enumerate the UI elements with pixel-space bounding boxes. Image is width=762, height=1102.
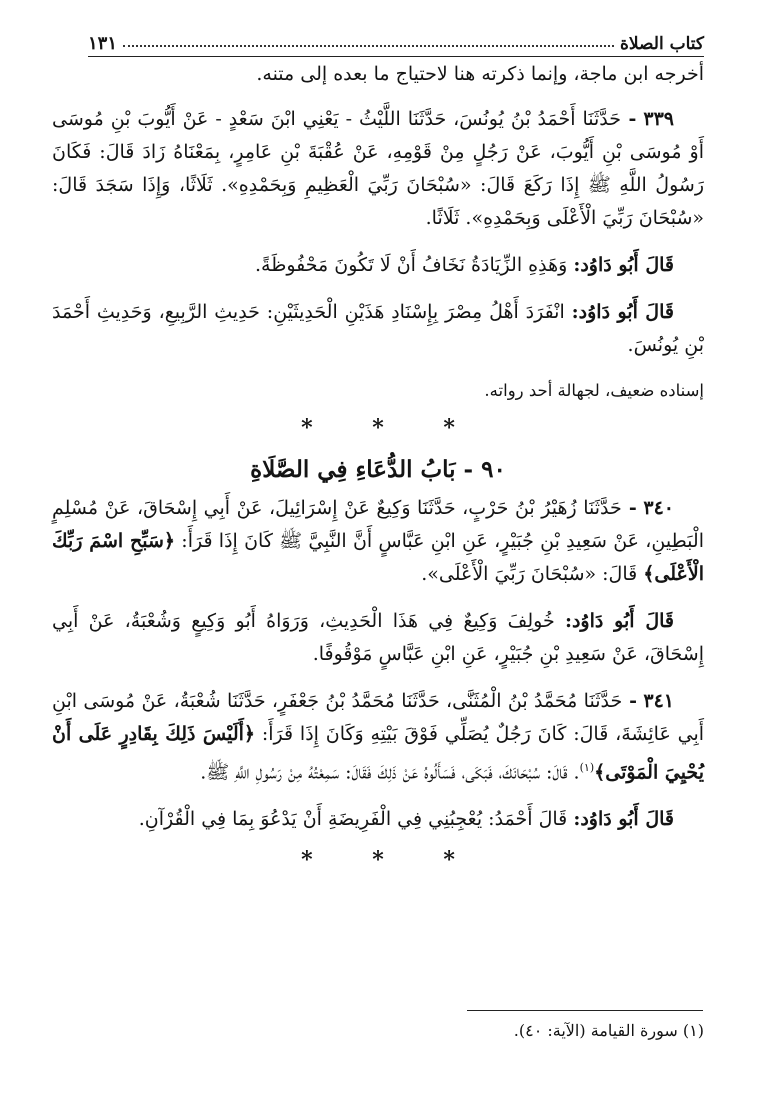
- hadith-sanad: حَدَّثَنَا مُحَمَّدُ بْنُ الْمُثَنَّى، حَدَّثَنَا مُحَمَّدُ بْنُ جَعْفَرٍ، حَدَّثَنَا شُعْبَةُ، عَنْ مُوسَى ابْنِ أَبِي عَائِشَةَ، قَالَ: كَانَ رَجُلٌ يُصَلِّي فَوْقَ بَيْتِهِ وَكَانَ إِذَا قَرَأَ:: [52, 690, 705, 745]
- hadith-rest: . قَالَ: سُبْحَانَكَ، فَبَكَى، فَسَأَلُوهُ عَنْ ذَلِكَ فَقَالَ: سَمِعْتُهُ مِنْ رَسُولِ اللَّهِ ﷺ.: [200, 761, 580, 784]
- running-header: [88, 20, 704, 57]
- hadith-339: [52, 103, 704, 235]
- footnote-marker: (١): [579, 761, 595, 774]
- comment-label: قَالَ أَبُو دَاوُد:: [573, 254, 674, 276]
- hadith-340: [52, 492, 704, 591]
- quran-verse: ﴿أَلَيْسَ ذَلِكَ بِقَادِرٍ عَلَى أَنْ يُحْيِيَ الْمَوْتَى﴾: [52, 723, 704, 784]
- comment-text: انْفَرَدَ أَهْلُ مِصْرَ بِإِسْنَادِ هَذَيْنِ الْحَدِيثَيْنِ: حَدِيثِ الرَّبِيعِ، وَحَدِيثِ أَحْمَدَ بْنِ يُونُسَ.: [52, 301, 704, 356]
- comment-text: قَالَ أَحْمَدُ: يُعْجِبُنِي فِي الْفَرِيضَةِ أَنْ يَدْعُوَ بِمَا فِي الْقُرْآنِ.: [138, 808, 568, 831]
- hadith-number: ٣٤١: [643, 690, 674, 712]
- hadith-number: ٣٤٠: [643, 497, 674, 519]
- hadith-dash: -: [621, 497, 637, 519]
- header-dot-leader: [123, 45, 614, 47]
- quran-verse: ﴿سَبِّحِ اسْمَ رَبِّكَ الْأَعْلَى﴾: [52, 530, 704, 585]
- abu-dawud-comment-2: [52, 296, 704, 362]
- comment-text: خُولِفَ وَكِيعٌ فِي هَذَا الْحَدِيثِ، وَرَوَاهُ أَبُو وَكِيعٍ وَشُعْبَةُ، عَنْ أَبِي إِسْحَاقَ، عَنْ سَعِيدِ بْنِ جُبَيْرٍ، عَنِ ابْنِ عَبَّاسٍ مَوْقُوفًا.: [52, 610, 704, 665]
- main-text: [52, 58, 704, 877]
- comment-label: قَالَ أَبُو دَاوُد:: [564, 610, 674, 632]
- section-separator: * * *: [301, 847, 481, 874]
- hadith-dash: -: [621, 108, 637, 130]
- abu-dawud-comment-1: [52, 249, 704, 282]
- hadith-dash: -: [622, 690, 638, 712]
- chapter-heading: ٩٠ - بَابُ الدُّعَاءِ فِي الصَّلَاةِ: [250, 456, 506, 483]
- abu-dawud-comment-4: [52, 803, 704, 836]
- section-separator: * * *: [301, 415, 481, 441]
- hadith-sanad: حَدَّثَنَا زُهَيْرُ بْنُ حَرْبٍ، حَدَّثَنَا وَكِيعٌ عَنْ إِسْرَائِيلَ، عَنْ أَبِي إِسْحَاقَ، عَنْ مُسْلِمٍ الْبَطِينِ، عَنْ سَعِيدِ بْنِ جُبَيْرٍ، عَنِ ابْنِ عَبَّاسٍ أَنَّ النَّبِيَّ ﷺ كَانَ إِذَا قَرَأَ:: [52, 497, 704, 552]
- hadith-rest: قَالَ: «سُبْحَانَ رَبِّيَ الْأَعْلَى».: [421, 563, 638, 585]
- comment-text: وَهَذِهِ الزِّيَادَةُ نَخَافُ أَنْ لَا تَكُونَ مَحْفُوظَةً.: [254, 254, 568, 276]
- hadith-341: [52, 685, 704, 789]
- book-title: كتاب الصلاة: [619, 34, 704, 54]
- comment-label: قَالَ أَبُو دَاوُد:: [573, 808, 674, 831]
- footnote-rule: [467, 1010, 703, 1011]
- footnote: (١) سورة القيامة (الآية: ٤٠).: [513, 1021, 704, 1040]
- hadith-sanad: حَدَّثَنَا أَحْمَدُ بْنُ يُونُسَ، حَدَّثَنَا اللَّيْثُ - يَعْنِي ابْنَ سَعْدٍ - عَنْ أَيُّوبَ بْنِ مُوسَى أَوْ مُوسَى بْنِ أَيُّوبَ، عَنْ رَجُلٍ مِنْ قَوْمِهِ، عَنْ عُقْبَةَ بْنِ عَامِرٍ، بِمَعْنَاهُ زَادَ قَالَ: فَكَانَ رَسُولُ اللَّهِ ﷺ إِذَا رَكَعَ قَالَ: «سُبْحَانَ رَبِّيَ الْعَظِيمِ وَبِحَمْدِهِ». ثَلَاثًا، وَإِذَا سَجَدَ قَالَ: «سُبْحَانَ رَبِّيَ الْأَعْلَى وَبِحَمْدِهِ». ثَلَاثًا.: [52, 108, 704, 229]
- abu-dawud-comment-3: [52, 605, 704, 671]
- intro-note: أخرجه ابن ماجة، وإنما ذكرته هنا لاحتياج ما بعده إلى متنه.: [256, 63, 704, 85]
- hadith-number: ٣٣٩: [643, 108, 674, 130]
- page-number: ١٣١: [88, 33, 118, 54]
- isnad-grading-note: إسناده ضعيف، لجهالة أحد رواته.: [484, 381, 704, 400]
- comment-label: قَالَ أَبُو دَاوُد:: [571, 301, 674, 323]
